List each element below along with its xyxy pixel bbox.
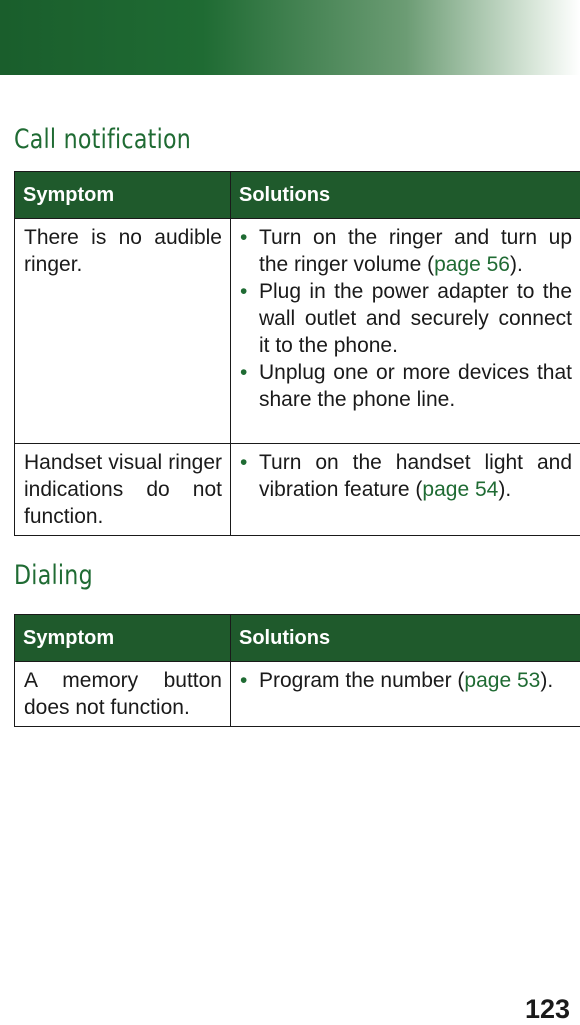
symptom-cell: Handset visual ringer indications do not function. [15,444,231,536]
solutions-list [240,449,572,503]
list-item: • Plug in the power adapter to the wall outlet and securely connect it to the phone. [240,280,572,357]
list-item: • Unplug one or more devices that share the phone line. [240,361,572,411]
table-header-row [15,615,580,662]
section-title-call-notification: Call notification [14,124,192,155]
solutions-cell [231,219,580,444]
list-item: • Turn on the ringer and turn up the ringer volume (page 56). [240,226,572,276]
section-title-dialing: Dialing [14,560,93,591]
dialing-table [14,614,580,727]
solutions-header: Solutions [231,172,580,219]
bullet-icon: • [240,280,248,303]
table-row [15,444,580,536]
solutions-list [240,224,572,413]
bullet-icon: • [240,451,248,474]
page-reference-link[interactable]: page 53 [464,669,541,692]
symptom-header: Symptom [15,615,231,662]
call-notification-table [14,171,580,536]
solutions-cell [231,444,580,536]
symptom-cell: There is no audible ringer. [15,219,231,444]
table-header-row [15,172,580,219]
bullet-icon: • [240,361,248,384]
page-reference-link[interactable]: page 54 [422,478,499,501]
bullet-icon: • [240,669,248,692]
bullet-icon: • [240,226,248,249]
solutions-header: Solutions [231,615,580,662]
symptom-cell: A memory button does not function. [15,662,231,727]
list-item: • Program the number (page 53). [240,669,554,692]
table-row [15,219,580,444]
page-reference-link[interactable]: page 56 [434,253,510,276]
solutions-cell [231,662,580,727]
table-row [15,662,580,727]
symptom-header: Symptom [15,172,231,219]
page-number: 123 [524,994,570,1024]
solutions-list [240,667,572,694]
list-item: • Turn on the handset light and vibration feature (page 54). [240,451,572,501]
header-band [0,0,580,75]
